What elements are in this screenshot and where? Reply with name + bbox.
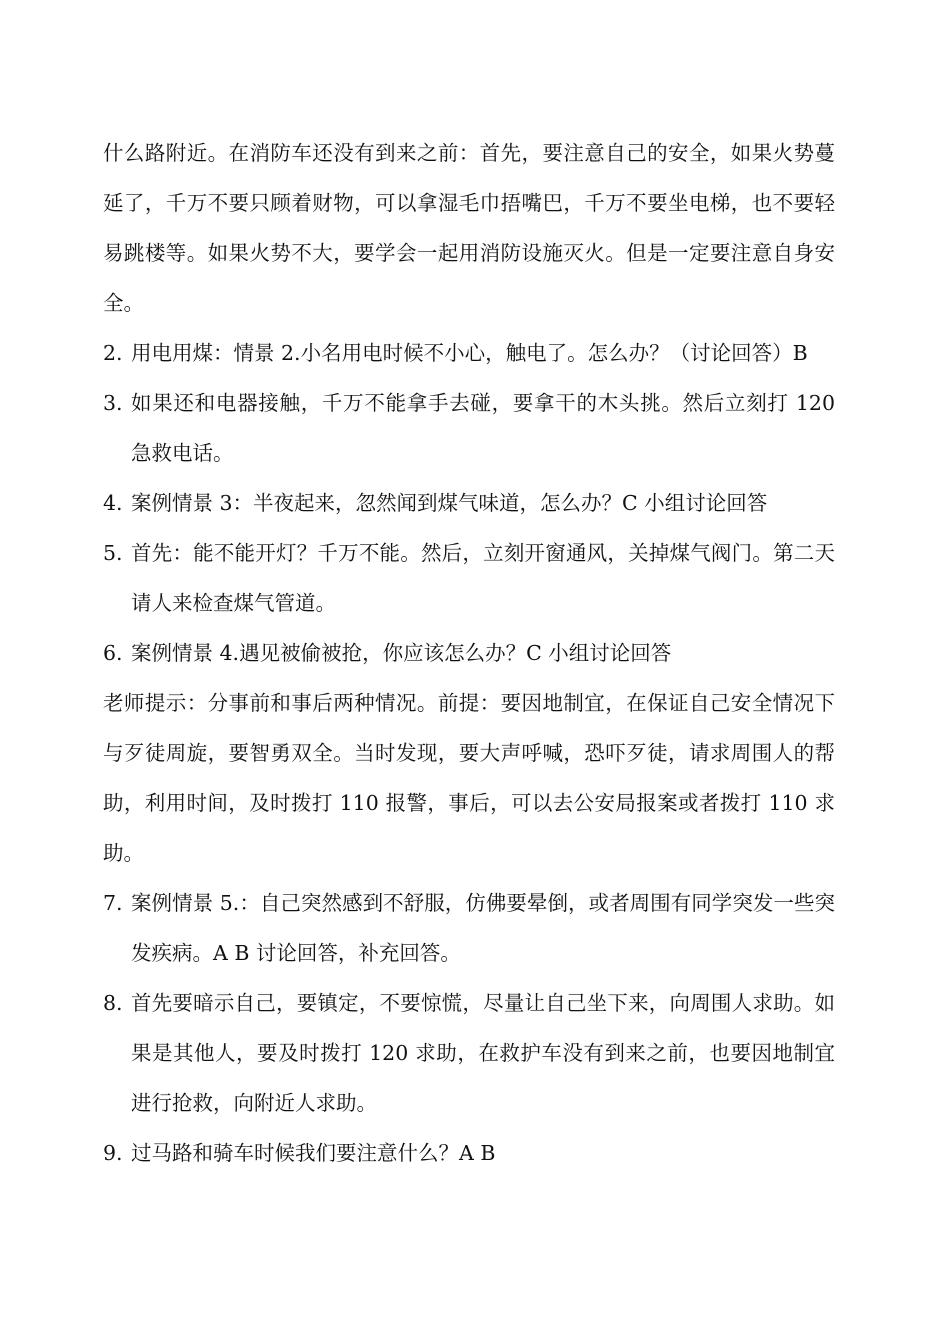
list-item-2 <box>103 328 835 378</box>
list-item-text: 案例情景 4.遇见被偷被抢，你应该怎么办？C 小组讨论回答 <box>131 641 672 665</box>
list-item-text: 案例情景 3：半夜起来，忽然闻到煤气味道，怎么办？C 小组讨论回答 <box>131 491 768 515</box>
list-item-text: 首先要暗示自己，要镇定，不要惊慌，尽量让自己坐下来，向周围人求助。如果是其他人，要及时拨打 120 求助，在救护车没有到来之前，也要因地制宜进行抢救，向附近人求助。 <box>131 991 835 1115</box>
list-item-9 <box>103 1128 835 1178</box>
document-body <box>103 128 835 1178</box>
list-number: 2. <box>103 341 123 365</box>
list-item-text: 用电用煤：情景 2.小名用电时候不小心，触电了。怎么办？（讨论回答）B <box>131 341 808 365</box>
list-number: 7. <box>103 891 123 915</box>
list-item-4 <box>103 478 835 528</box>
list-item-text: 首先：能不能开灯？千万不能。然后，立刻开窗通风，关掉煤气阀门。第二天请人来检查煤气管道。 <box>131 541 835 615</box>
list-number: 8. <box>103 991 123 1015</box>
list-item-5 <box>103 528 835 628</box>
list-number: 3. <box>103 391 123 415</box>
list-item-text: 如果还和电器接触，千万不能拿手去碰，要拿干的木头挑。然后立刻打 120 急救电话。 <box>131 391 835 465</box>
list-item-7 <box>103 878 835 978</box>
list-item-6 <box>103 628 835 678</box>
list-number: 4. <box>103 491 123 515</box>
paragraph-teacher-tip: 老师提示：分事前和事后两种情况。前提：要因地制宜，在保证自己安全情况下与歹徒周旋，要智勇双全。当时发现，要大声呼喊，恐吓歹徒，请求周围人的帮助，利用时间，及时拨打 110 报警，事后，可以去公安局报案或者拨打 110 求助。 <box>103 691 835 865</box>
list-item-3 <box>103 378 835 478</box>
list-number: 5. <box>103 541 123 565</box>
paragraph-fire-safety: 什么路附近。在消防车还没有到来之前：首先，要注意自己的安全，如果火势蔓延了，千万不要只顾着财物，可以拿湿毛巾捂嘴巴，千万不要坐电梯，也不要轻易跳楼等。如果火势不大，要学会一起用消防设施灭火。但是一定要注意自身安全。 <box>103 141 835 315</box>
list-number: 9. <box>103 1141 123 1165</box>
list-number: 6. <box>103 641 123 665</box>
list-item-8 <box>103 978 835 1128</box>
list-item-text: 案例情景 5.：自己突然感到不舒服，仿佛要晕倒，或者周围有同学突发一些突发疾病。A B 讨论回答，补充回答。 <box>131 891 835 965</box>
list-item-text: 过马路和骑车时候我们要注意什么？A B <box>131 1141 496 1165</box>
